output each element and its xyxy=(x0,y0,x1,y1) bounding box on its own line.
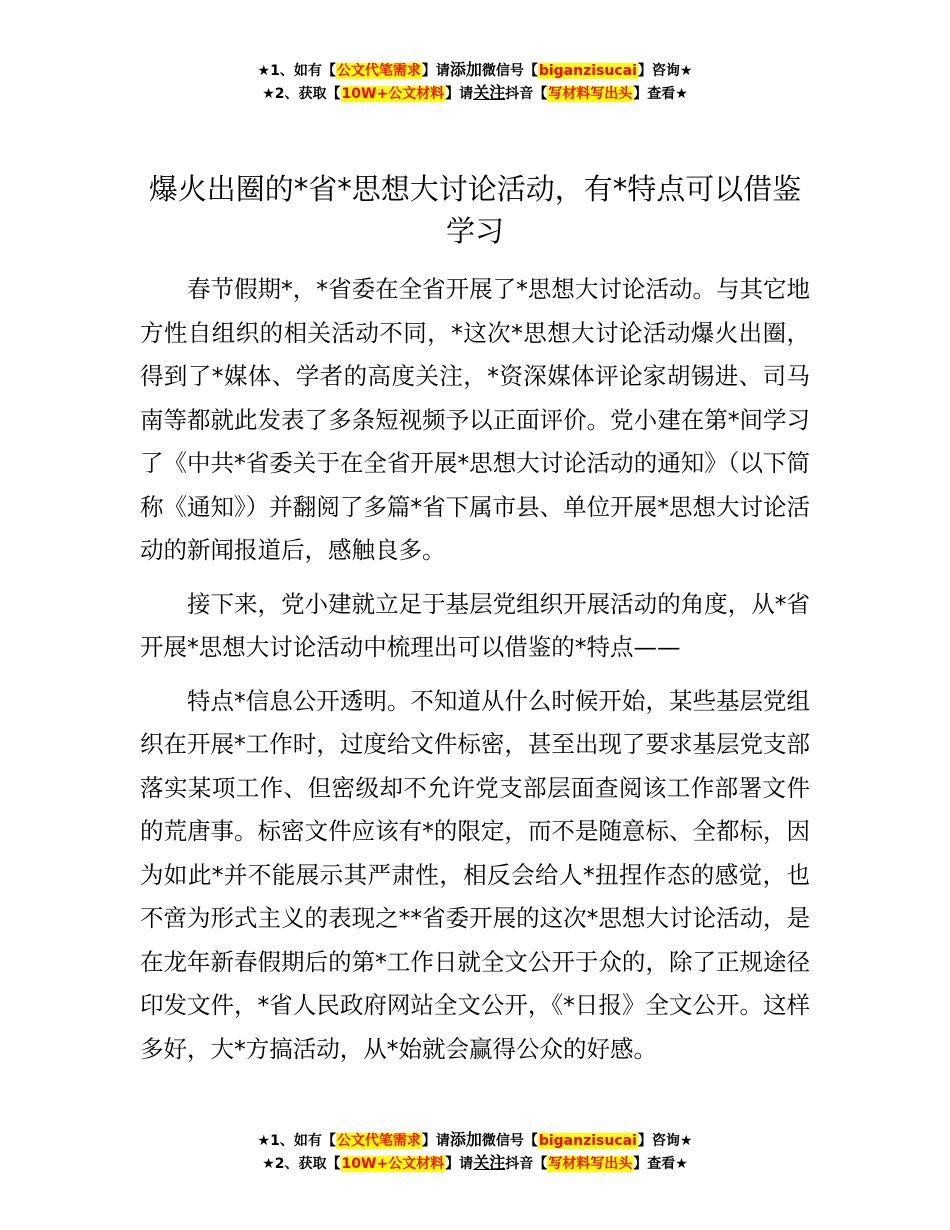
promo-text: 抖音【 xyxy=(505,1156,548,1172)
promo-text: 】请 xyxy=(421,1133,450,1149)
promo-highlight-service: 公文代笔需求 xyxy=(336,63,421,79)
promo-text: 】查看★ xyxy=(633,1156,688,1172)
promo-footer xyxy=(0,1129,950,1175)
promo-emphasis: 添加 xyxy=(449,60,482,79)
promo-highlight-wechat-id: biganzisucai xyxy=(538,1133,637,1149)
promo-highlight-materials: 10W+公文材料 xyxy=(341,1156,445,1172)
promo-emphasis: 添加 xyxy=(449,1130,482,1149)
promo-text: 】请 xyxy=(445,86,474,102)
promo-line-2 xyxy=(0,1152,950,1175)
promo-line-1 xyxy=(0,1129,950,1152)
promo-text: 】请 xyxy=(421,63,450,79)
promo-text: 微信号【 xyxy=(481,63,538,79)
promo-highlight-wechat-id: biganzisucai xyxy=(538,63,637,79)
promo-text: ★2、获取【 xyxy=(262,1156,341,1172)
promo-emphasis: 关注 xyxy=(473,1153,506,1172)
promo-header xyxy=(0,59,950,105)
promo-highlight-douyin-id: 写材料写出头 xyxy=(548,86,633,102)
promo-highlight-materials: 10W+公文材料 xyxy=(341,86,445,102)
document-body xyxy=(140,268,810,1081)
promo-line-1 xyxy=(0,59,950,82)
promo-text: ★2、获取【 xyxy=(262,86,341,102)
promo-text: 】查看★ xyxy=(633,86,688,102)
promo-text: ★1、如有【 xyxy=(257,63,336,79)
promo-text: 】请 xyxy=(445,1156,474,1172)
promo-text: ★1、如有【 xyxy=(257,1133,336,1149)
promo-text: 】咨询★ xyxy=(637,63,693,79)
promo-highlight-service: 公文代笔需求 xyxy=(336,1133,421,1149)
paragraph: 特点*信息公开透明。不知道从什么时候开始，某些基层党组织在开展*工作时，过度给文件标密，甚至出现了要求基层党支部落实某项工作、但密级却不允许党支部层面查阅该工作部署文件的荒唐事。标密文件应该有*的限定，而不是随意标、全都标，因为如此*并不能展示其严肃性，相反会给人*扭捏作态的感觉，也不啻为形式主义的表现之**省委开展的这次*思想大讨论活动，是在龙年新春假期后的第*工作日就全文公开于众的，除了正规途径印发文件，*省人民政府网站全文公开，《*日报》全文公开。这样多好，大*方搞活动，从*始就会赢得公众的好感。 xyxy=(140,686,810,1063)
promo-highlight-douyin-id: 写材料写出头 xyxy=(548,1156,633,1172)
document-title: 爆火出圈的*省*思想大讨论活动，有*特点可以借鉴学习 xyxy=(148,172,802,248)
paragraph: 春节假期*，*省委在全省开展了*思想大讨论活动。与其它地方性自组织的相关活动不同，*这次*思想大讨论活动爆火出圈，得到了*媒体、学者的高度关注，*资深媒体评论家胡锡进、司马南等都就此发表了多条短视频予以正面评价。党小建在第*间学习了《中共*省委关于在全省开展*思想大讨论活动的通知》（以下简称《通知》）并翻阅了多篇*省下属市县、单位开展*思想大讨论活动的新闻报道后，感触良多。 xyxy=(140,275,810,564)
promo-line-2 xyxy=(0,82,950,105)
paragraph: 接下来，党小建就立足于基层党组织开展活动的角度，从*省开展*思想大讨论活动中梳理出可以借鉴的*特点—— xyxy=(140,589,810,661)
promo-text: 抖音【 xyxy=(505,86,548,102)
promo-text: 】咨询★ xyxy=(637,1133,693,1149)
promo-text: 微信号【 xyxy=(481,1133,538,1149)
promo-emphasis: 关注 xyxy=(473,83,506,102)
